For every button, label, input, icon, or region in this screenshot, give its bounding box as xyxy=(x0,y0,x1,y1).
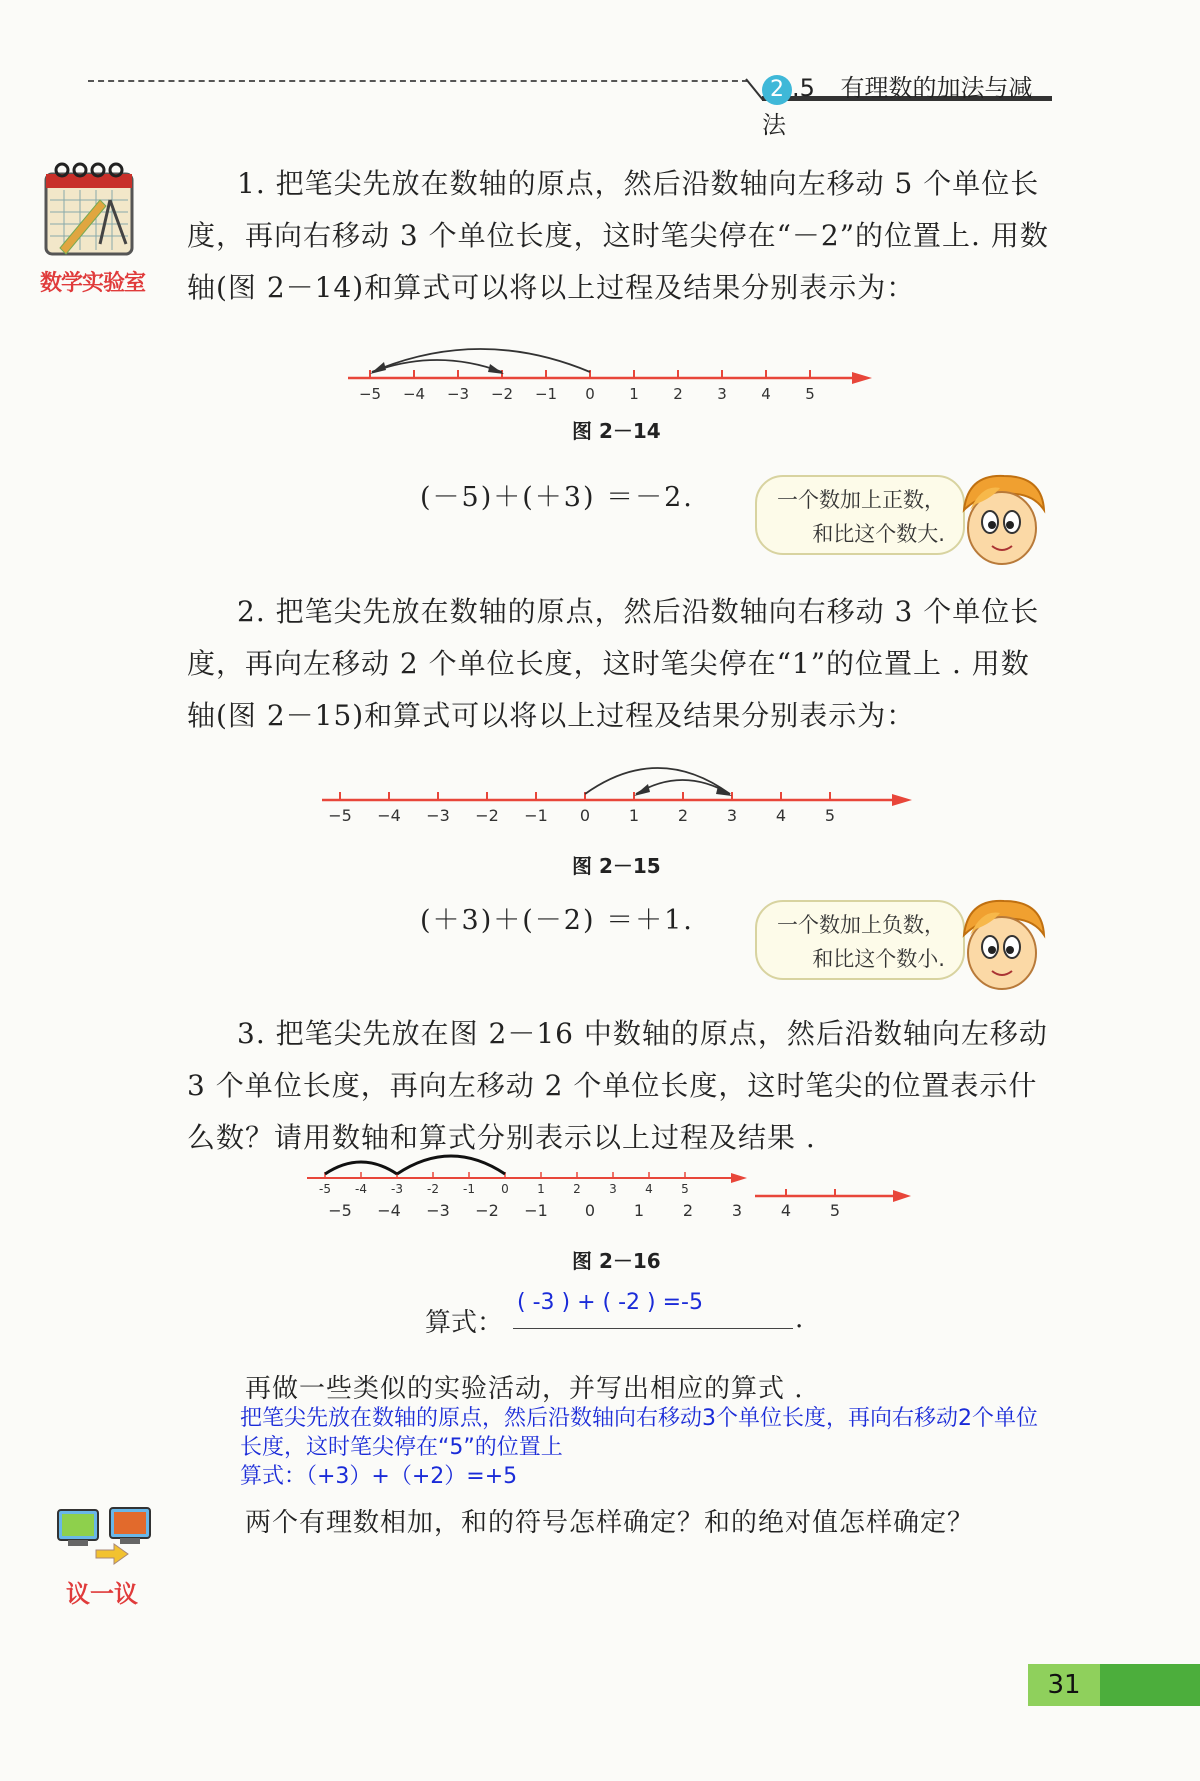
tick-label: −4 xyxy=(377,1201,401,1220)
tick-label: 3 xyxy=(717,385,727,403)
figure-2-16-caption: 图 2－16 xyxy=(572,1249,661,1273)
tick-label: -5 xyxy=(319,1182,331,1196)
arrowhead xyxy=(488,364,504,374)
tick-label: −1 xyxy=(534,385,558,403)
handwritten-line: 长度，这时笔尖停在“5”的位置上 xyxy=(240,1435,563,1460)
tick-label: 4 xyxy=(780,1201,792,1220)
extra-handwritten-answer xyxy=(240,1404,1100,1491)
tick-label: −5 xyxy=(358,385,382,403)
tick-label: −2 xyxy=(475,806,499,824)
tick-label: -3 xyxy=(391,1182,403,1196)
handdrawn-arc xyxy=(397,1156,505,1174)
extra-prompt: 再做一些类似的实验活动，并写出相应的算式 . xyxy=(245,1374,804,1404)
tick-label: −4 xyxy=(402,385,426,403)
computers-discussion-icon xyxy=(52,1490,162,1570)
tick-label: 3 xyxy=(609,1182,617,1196)
tick-label: 1 xyxy=(628,806,640,824)
tick-label: 5 xyxy=(829,1201,841,1220)
calendar-ruler-icon xyxy=(40,160,140,260)
arc-left-5 xyxy=(372,349,590,372)
activity-2-formula: (＋3)＋(－2) ＝＋1. xyxy=(420,905,694,936)
activity-3-text: 3. 把笔尖先放在图 2－16 中数轴的原点，然后沿数轴向左移动 3 个单位长度，再向左移动 2 个单位长度，这时笔尖的位置表示什么数？请用数轴和算式分别表示以上过程及结果 . xyxy=(187,1017,1048,1154)
tick-label: 0 xyxy=(579,806,591,824)
tick-label: 0 xyxy=(501,1182,509,1196)
tick-label: −3 xyxy=(426,1201,450,1220)
tip-bubble-negative xyxy=(755,900,965,980)
tick-label: 4 xyxy=(775,806,787,824)
tick-label: -1 xyxy=(463,1182,475,1196)
handwritten-line: 把笔尖先放在数轴的原点，然后沿数轴向右移动3个单位长度，再向右移动2个单位 xyxy=(240,1406,1038,1431)
page-number: 31 xyxy=(1047,1670,1081,1700)
tick-label: 1 xyxy=(537,1182,545,1196)
answer-blank[interactable] xyxy=(513,1328,793,1329)
answer-handwritten: ( -3 ) + ( -2 ) =-5 xyxy=(517,1290,703,1315)
tick-label: 5 xyxy=(805,385,815,403)
tip-bubble-text: 一个数加上正数，和比这个数大. xyxy=(777,488,945,546)
tick-label: -2 xyxy=(427,1182,439,1196)
answer-row xyxy=(425,1290,825,1338)
tick-label: 1 xyxy=(633,1201,645,1220)
page-number-box xyxy=(1028,1664,1100,1706)
answer-label: 算式： xyxy=(425,1308,504,1338)
cartoon-boy-icon xyxy=(952,895,1052,995)
tip-bubble-positive xyxy=(755,475,965,555)
arc-right-3 xyxy=(372,360,502,372)
tick-label: −5 xyxy=(328,806,352,824)
answer-end: . xyxy=(795,1304,804,1334)
figure-2-15-number-line xyxy=(320,762,920,824)
tick-label: −5 xyxy=(328,1201,352,1220)
tick-label: 3 xyxy=(731,1201,743,1220)
discuss-question: 两个有理数相加，和的符号怎样确定？和的绝对值怎样确定？ xyxy=(245,1508,975,1538)
tick-label: −1 xyxy=(524,806,548,824)
figure-2-15-caption: 图 2－15 xyxy=(572,854,661,878)
tip-bubble-text: 一个数加上负数，和比这个数小. xyxy=(777,913,945,971)
cartoon-boy-icon xyxy=(952,470,1052,570)
tick-label: −3 xyxy=(426,806,450,824)
tick-label: 2 xyxy=(573,1182,581,1196)
tick-label: −2 xyxy=(490,385,514,403)
section-number-badge: 2 xyxy=(762,75,792,105)
activity-2-text: 2. 把笔尖先放在数轴的原点，然后沿数轴向右移动 3 个单位长度，再向左移动 2 个单位长度，这时笔尖停在“1”的位置上 . 用数轴(图 2－15)和算式可以将以上过程及结果分别表示为： xyxy=(187,595,1040,732)
tick-label: 3 xyxy=(726,806,738,824)
tick-label: 2 xyxy=(673,385,683,403)
tick-label: 0 xyxy=(584,1201,596,1220)
figure-2-14-caption: 图 2－14 xyxy=(572,419,661,443)
section-title: 有理数的加法与减法 xyxy=(762,74,1033,139)
handwritten-line: 算式：（+3）+（+2）=+5 xyxy=(240,1464,518,1489)
arrowhead xyxy=(634,784,650,796)
activity-1-text: 1. 把笔尖先放在数轴的原点，然后沿数轴向左移动 5 个单位长度，再向右移动 3 个单位长度，这时笔尖停在“－2”的位置上. 用数轴(图 2－14)和算式可以将以上过程及结果分别表示为： xyxy=(187,167,1049,304)
math-lab-label: 数学实验室 xyxy=(40,271,146,296)
tick-label: −3 xyxy=(446,385,470,403)
tick-label: 5 xyxy=(824,806,836,824)
tick-label: 2 xyxy=(682,1201,694,1220)
discuss-icon-block xyxy=(52,1490,162,1608)
tick-label: −4 xyxy=(377,806,401,824)
header-dashed-rule xyxy=(88,80,748,82)
tick-label: 0 xyxy=(585,385,595,403)
tick-label: −2 xyxy=(475,1201,499,1220)
arc-left-2 xyxy=(636,780,730,794)
tick-label: 5 xyxy=(681,1182,689,1196)
tick-label: 2 xyxy=(677,806,689,824)
tick-label: 4 xyxy=(645,1182,653,1196)
math-lab-icon xyxy=(40,160,150,296)
tick-label: -4 xyxy=(355,1182,367,1196)
activity-1-formula: (－5)＋(＋3) ＝－2. xyxy=(420,482,694,513)
tick-label: 4 xyxy=(761,385,771,403)
header-title-bar xyxy=(762,68,1052,139)
section-number-rest: .5 xyxy=(792,74,815,102)
figure-2-14-number-line xyxy=(340,340,880,410)
tick-label: 1 xyxy=(629,385,639,403)
figure-2-16-number-line xyxy=(305,1150,925,1220)
arc-right-3 xyxy=(585,768,730,794)
tick-label: −1 xyxy=(524,1201,548,1220)
discuss-label: 议一议 xyxy=(66,1580,138,1608)
